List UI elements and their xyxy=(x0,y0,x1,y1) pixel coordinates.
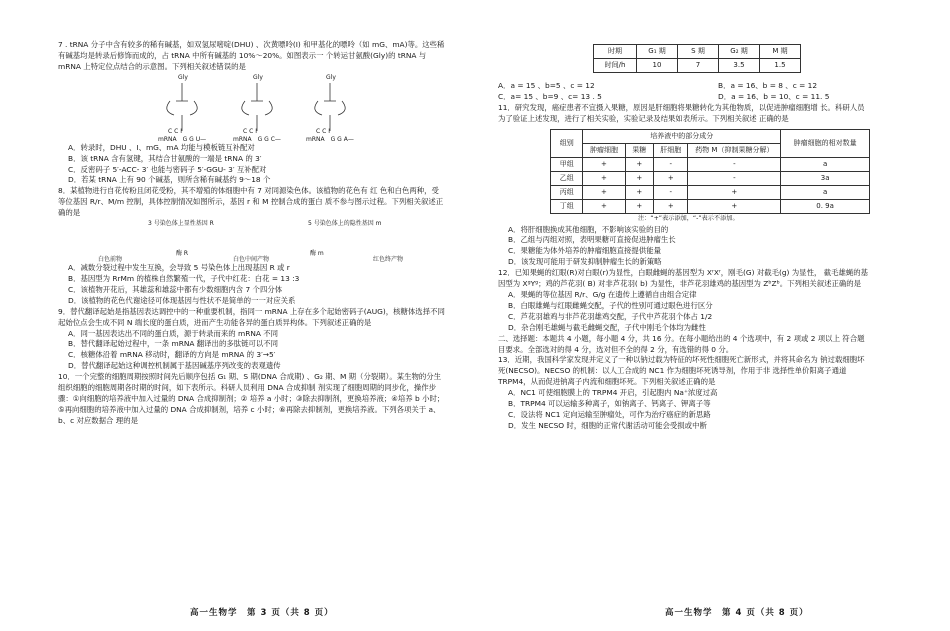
table-header: 肿瘤细胞 xyxy=(583,143,625,157)
table-cell: - xyxy=(688,157,781,171)
table-cell: - xyxy=(654,185,688,199)
table-cell: + xyxy=(625,171,654,185)
q13-option-d: D．发生 NECSO 时，细胞的正常代谢活动可能会受损或中断 xyxy=(508,420,707,430)
footer-page-3: 高一生物学 第 3 页（共 8 页） xyxy=(190,608,334,618)
table-cell: + xyxy=(654,171,688,185)
table-header: G₂ 期 xyxy=(719,45,760,59)
q7-option-d: D．若某 tRNA 上有 90 个碱基，则所含稀有碱基约 9～18 个 xyxy=(68,175,271,185)
q11-option-a: A．将肝细胞换成其他细胞，不影响该实验的目的 xyxy=(508,224,669,234)
q12-option-b: B．白眼雄蝇与红眼雌蝇交配，子代的性别可通过眼色进行区分 xyxy=(508,300,713,310)
table-row xyxy=(594,59,801,73)
left-page xyxy=(58,40,446,427)
table-header: 药物 M（抑制果糖分解） xyxy=(688,143,781,157)
q10-option-d: D．a = 16、b = 10、c = 11. 5 xyxy=(718,91,830,101)
table-header: 时期 xyxy=(594,45,637,59)
q8-option-b: B．基因型为 RrMm 的植株自然繁殖一代，子代中红花：白花 = 13 :3 xyxy=(68,273,300,283)
right-page xyxy=(498,44,870,432)
table-cell: + xyxy=(688,185,781,199)
q8-stem: 8．某植物进行自花传粉且闭花受粉，其不增殖的体细胞中有 7 对同源染色体。该植物的花色有 红 色和白色两种，受等位基因 R/r、M/m 控制，具体控制情况如图所示，基因 r 和 M 控制合成的蛋白 质不参与图示过程。下列相关叙述正确的是 xyxy=(58,186,444,218)
table-row xyxy=(594,45,801,59)
table-header: 培养液中的部分成分 xyxy=(583,129,781,143)
gene-m-label: 5 号染色体上的隐性基因 m xyxy=(308,220,382,228)
q9-stem: 9．替代翻译起始是指基因表达调控中的一种重要机制，指同一 mRNA 上存在多个起始密码子(AUG)，核糖体选择不同起始位点会生成不同 N 端长度的蛋白质，进而产生功能各异的蛋白质异构体。下列叙述正确的是 xyxy=(58,306,445,327)
table-cell: 3a xyxy=(781,171,870,185)
trna-figure xyxy=(58,73,446,173)
q10-options-row-1 xyxy=(498,81,870,92)
table-cell: 7 xyxy=(678,59,719,73)
table-header: 组别 xyxy=(551,129,583,157)
table-cell: - xyxy=(654,157,688,171)
q9-option-b: B．替代翻译起始过程中，一条 mRNA 翻译出的多肽链可以不同 xyxy=(68,339,279,349)
table-header: 果糖 xyxy=(625,143,654,157)
q7-stem: 7 . tRNA 分子中含有较多的稀有碱基，如双氢尿嘧啶(DHU) 、次黄嘌呤(I) 和甲基化的嘌呤（如 mG、mA)等。这些稀有碱基均是转录后修饰而成的，占 tRNA 中所有碱基的 10%～20%。如图表示一 个转运甘氨酸(Gly)的 tRNA 与 mRNA 上特定位点结合的示意图。下列相关叙述错误的是 xyxy=(58,40,445,71)
anticodon-label-2: C C I xyxy=(243,127,257,135)
q8-option-c: C．该植物开花后，其雄蕊和雄蕊中都有少数细胞内含 7 个四分体 xyxy=(68,284,283,294)
table-cell: + xyxy=(688,199,781,213)
gene-r-label: 3 号染色体上显性基因 R xyxy=(148,220,214,228)
table-cell: - xyxy=(688,171,781,185)
enzyme-r-label: 酶 R xyxy=(176,250,189,258)
q11-stem: 11．研究发现，癌症患者不宜摄入果糖，原因是肝细胞将果糖转化为其他物质，以促进肿瘤细胞增 长。科研人员为了验证上述发现，进行了相关实验，实验记录及结果如表所示。下列相关叙述 正确的是 xyxy=(498,102,865,123)
table-cell: 1.5 xyxy=(760,59,801,73)
white-precursor-label: 白色前物 xyxy=(98,256,123,264)
q12-option-c: C．芦花羽雄鸡与非芦花羽雄鸡交配，子代中芦花羽个体占 1/2 xyxy=(508,311,713,321)
mrna-label-1: mRNA G G U— xyxy=(158,135,207,143)
table-cell: + xyxy=(625,199,654,213)
table-cell: + xyxy=(654,199,688,213)
q7-option-c: C．反密码子 5′-ACC- 3′ 也能与密码子 5′-GGU- 3′ 互补配对 xyxy=(68,164,267,174)
gly-label-3: Gly xyxy=(326,73,336,81)
q10-option-b: B．a = 16、b = 8 、c = 12 xyxy=(718,81,818,90)
q10-stem: 10．一个完整的细胞周期按照时间先后顺序包括 G₁ 期、S 期(DNA 合成期) 、G₂ 期、M 期（分裂期）。某生物的分生组织细胞的细胞周期各时期的时间，如下表所示。科研人员利用 DNA 合成抑制 剂实现了细胞周期的同步化，操作步骤：①向细胞的培养液中加入过量的 DNA 合成抑制剂；② 培养 a 小时；③除去抑制剂，更换培养液；④培养 b 小时；⑤再向细胞的培养液中加入过量的 DNA 合成抑制剂，培养 c 小时；⑥再除去抑制剂，更换培养液。下列各项关于 a、b、c 对应数据合 理的是 xyxy=(58,372,445,425)
table-cell: + xyxy=(625,157,654,171)
q9-option-d: D．替代翻译起始这种调控机制属于基因碱基序列改变的表观遗传 xyxy=(68,361,281,371)
gly-label-2: Gly xyxy=(253,73,263,81)
gly-label-1: Gly xyxy=(178,73,188,81)
q13-option-a: A．NC1 可使细胞膜上的 TRPM4 开启，引起胞内 Na⁺浓度过高 xyxy=(508,388,718,398)
table-row xyxy=(551,185,870,199)
q10-option-a: A．a = 15 、b=5 、c = 12 xyxy=(498,81,595,90)
pigment-pathway-figure xyxy=(58,219,446,275)
table-cell: 时间/h xyxy=(594,59,637,73)
table-cell: a xyxy=(781,157,870,171)
q13-option-b: B．TRPM4 可以运输多种离子，如钠离子、钙离子、钾离子等 xyxy=(508,399,711,409)
q10-option-c: C．a= 15 、b=9 、c= 13 . 5 xyxy=(498,91,602,101)
q10-options-row-2 xyxy=(498,92,870,103)
q12-option-a: A．果蝇的等位基因 R/r、G/g 在遗传上遵循自由组合定律 xyxy=(508,289,697,299)
table-cell: 10 xyxy=(637,59,678,73)
table-cell: + xyxy=(583,157,625,171)
footer-page-4: 高一生物学 第 4 页（共 8 页） xyxy=(665,608,809,618)
table-row xyxy=(551,199,870,213)
table-cell: 3.5 xyxy=(719,59,760,73)
table-cell: a xyxy=(781,185,870,199)
table-header: 肝细胞 xyxy=(654,143,688,157)
red-product-label: 红色终产物 xyxy=(373,256,404,264)
table-cell: 甲组 xyxy=(551,157,583,171)
q12-stem: 12．已知果蝇的红眼(R)对白眼(r)为显性，白眼雌蝇的基因型为 XʳXʳ，刚毛(G) 对截毛(g) 为显性， 截毛雄蝇的基因型为 XᵍYᵍ；鸡的芦花羽( B) 对非芦花羽( b) 为显性，非芦花羽雄鸡的基因型为 ZᵇZᵇ。下列相关叙述正确的是 xyxy=(498,268,869,289)
q11-option-d: D．该发现可能用于研发抑制肿瘤生长的新策略 xyxy=(508,257,662,267)
q7-option-b: B．该 tRNA 含有氢键，其结合甘氨酸的一端是 tRNA 的 3′ xyxy=(68,153,262,163)
q8-option-d: D．该植物的花色代谢途径可体现基因与性状不是简单的一一对应关系 xyxy=(68,295,296,305)
table-cell: 丙组 xyxy=(551,185,583,199)
table-header: S 期 xyxy=(678,45,719,59)
table-cell: 乙组 xyxy=(551,171,583,185)
table-row xyxy=(551,129,870,143)
q13-stem: 13．近期，我国科学家发现并定义了一种以钠过载为特征的坏死性细胞死亡新形式，并将其命名为 钠过载细胞坏死(NECSO)。NECSO 的机制：以人工合成的 NC1 作为细胞坏死诱导剂，作用于非 选择性单价阳离子通道 TRPM4，从而促进钠离子内流和细胞坏死。下列相关叙述正确的是 xyxy=(498,355,865,387)
table-row xyxy=(551,171,870,185)
table-cell: + xyxy=(583,199,625,213)
anticodon-label-3: C C I xyxy=(316,127,330,135)
q8-option-a: A．减数分裂过程中发生互换，会导致 5 号染色体上出现基因 R 或 r xyxy=(68,263,290,273)
q12-option-d: D．杂合刚毛雄蝇与截毛雌蝇交配，子代中刚毛个体均为雌性 xyxy=(508,322,706,332)
q13-option-c: C．设法将 NC1 定向运输至肿瘤处，可作为治疗癌症的新思路 xyxy=(508,409,711,419)
tumor-experiment-table xyxy=(550,129,870,214)
table-cell: + xyxy=(625,185,654,199)
mrna-label-2: mRNA G G C— xyxy=(233,135,281,143)
mrna-label-3: mRNA G G A— xyxy=(306,135,354,143)
q9-option-c: C．核糖体沿着 mRNA 移动时，翻译的方向是 mRNA 的 3′→5′ xyxy=(68,350,276,360)
section-2-instructions: 二、选择题：本题共 4 小题，每小题 4 分，共 16 分。在每小题给出的 4 个选项中，有 2 项或 2 项以上 符合题目要求。全部选对的得 4 分，选对但不全的得 2 分，有选错的得 0 分。 xyxy=(498,333,865,354)
intermediate-label: 白色中间产物 xyxy=(233,256,270,264)
table-header: 肿瘤细胞的相对数量 xyxy=(781,129,870,157)
q7-option-a: A．转录时，DHU 、I、mG、mA 均能与模板链互补配对 xyxy=(68,142,255,152)
q11-option-b: B．乙组与丙组对照，表明果糖可直接促进肿瘤生长 xyxy=(508,235,676,245)
table-cell: + xyxy=(583,171,625,185)
q9-option-a: A．同一基因表达出不同的蛋白质，源于转录而来的 mRNA 不同 xyxy=(68,328,279,338)
q11-option-c: C．果糖能为体外培养的肿瘤细胞直接提供能量 xyxy=(508,246,661,256)
table-header: G₁ 期 xyxy=(637,45,678,59)
q11-table-note: 注：“+”表示添加，“-”表示不添加。 xyxy=(638,214,739,222)
anticodon-label-1: C C I xyxy=(168,127,182,135)
cell-cycle-table xyxy=(593,44,801,73)
enzyme-m-label: 酶 m xyxy=(310,250,324,258)
table-cell: 丁组 xyxy=(551,199,583,213)
table-row xyxy=(551,157,870,171)
table-cell: + xyxy=(583,185,625,199)
table-cell: 0. 9a xyxy=(781,199,870,213)
table-header: M 期 xyxy=(760,45,801,59)
